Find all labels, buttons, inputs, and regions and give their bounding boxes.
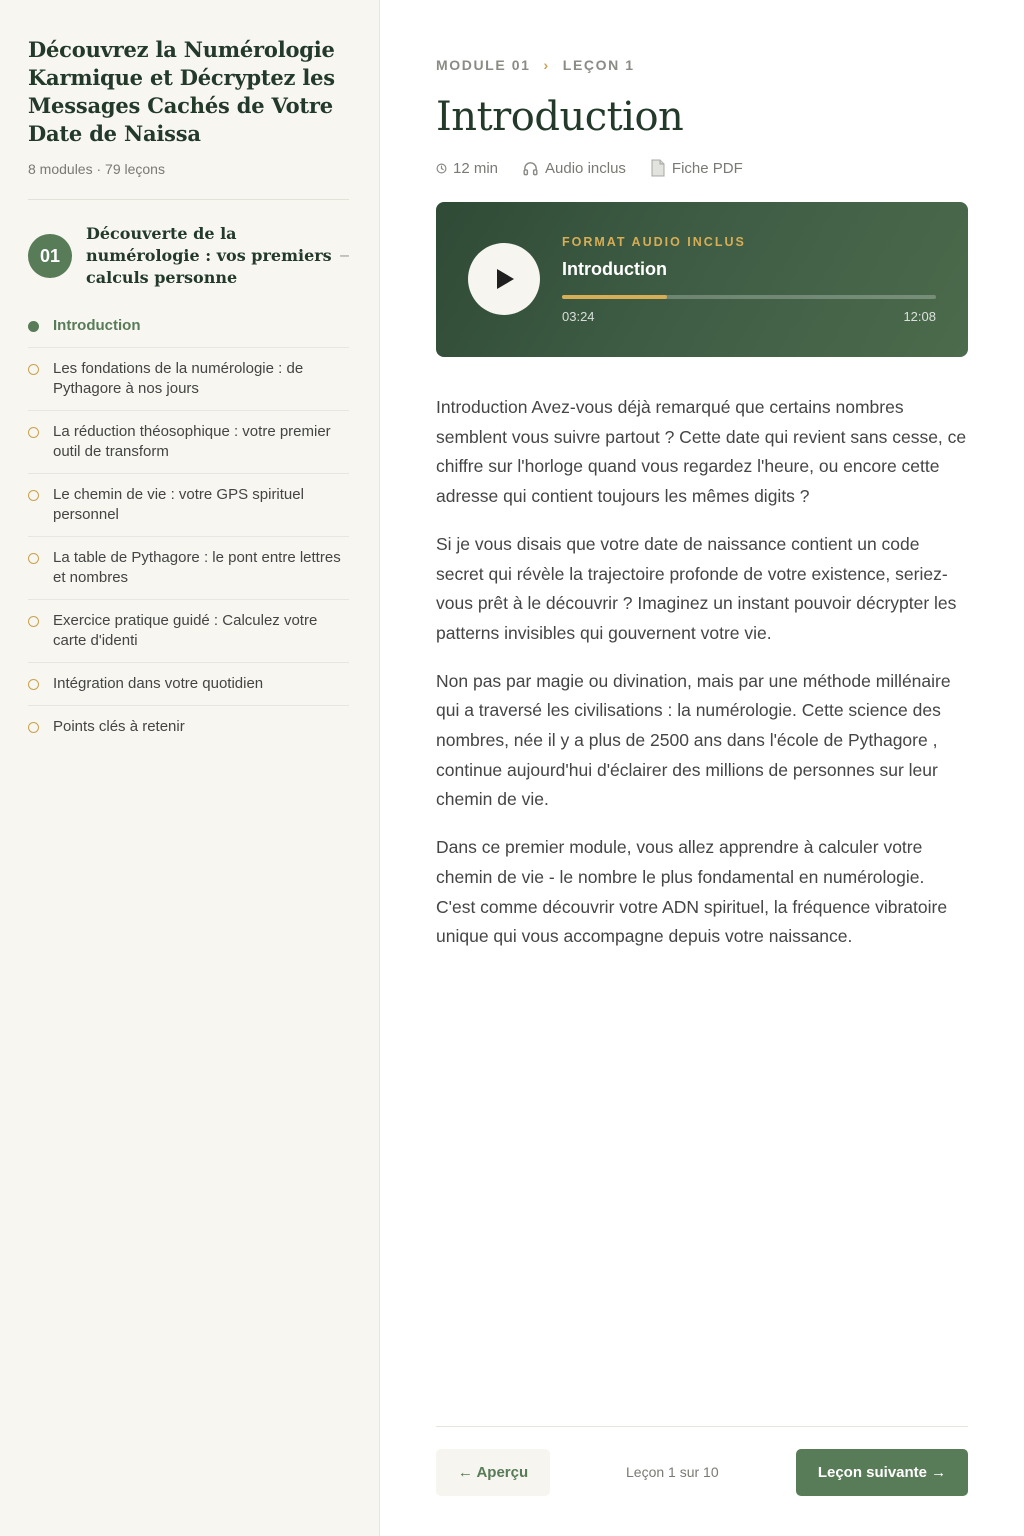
lesson-item-table-pythagore[interactable]	[28, 537, 349, 600]
lesson-item-points-cles[interactable]	[28, 706, 349, 748]
breadcrumb	[436, 57, 968, 73]
sidebar	[0, 0, 380, 1536]
player-title: Introduction	[562, 259, 667, 279]
sidebar-divider	[28, 199, 349, 200]
document-icon	[650, 159, 666, 177]
page-title: Introduction	[436, 94, 684, 140]
lesson-item-introduction[interactable]	[28, 305, 349, 348]
duration-meta	[436, 160, 498, 177]
lesson-item-integration[interactable]	[28, 663, 349, 706]
lesson-label: Le chemin de vie : votre GPS spirituel personnel	[53, 486, 304, 523]
lesson-list	[28, 305, 349, 748]
duration-label: 12 min	[453, 159, 499, 177]
footer-divider	[436, 1426, 968, 1427]
lesson-item-chemin-de-vie[interactable]	[28, 474, 349, 537]
lesson-label: La table de Pythagore : le pont entre lettres et nombres	[53, 549, 341, 586]
progress-fill	[562, 295, 667, 299]
audio-label: Audio inclus	[545, 159, 626, 177]
lesson-label: Les fondations de la numérologie : de Pythagore à nos jours	[53, 360, 304, 397]
clock-icon	[436, 163, 447, 174]
collapse-toggle-icon[interactable]: –	[340, 247, 349, 264]
next-lesson-button[interactable]: Leçon suivante →	[796, 1449, 968, 1496]
play-icon	[492, 266, 516, 292]
current-time: 03:24	[562, 309, 595, 324]
total-time: 12:08	[903, 309, 936, 324]
player-times	[562, 309, 936, 324]
lesson-status-dot-icon	[28, 364, 39, 375]
lesson-item-reduction[interactable]	[28, 411, 349, 474]
lesson-item-exercice[interactable]	[28, 600, 349, 663]
audio-player	[436, 202, 968, 357]
lesson-body	[436, 393, 968, 952]
paragraph: Non pas par magie ou divination, mais par une méthode millénaire qui a traversé les civilisations : la numérologie. Cette science des nombres, née il y a plus de 2500 ans dans l'école de Pythagore , continue aujourd'hui d'éclairer des millions de personnes sur leur chemin de vie.	[436, 670, 951, 810]
player-eyebrow: FORMAT AUDIO INCLUS	[562, 235, 746, 249]
lesson-status-dot-icon	[28, 616, 39, 627]
lesson-status-dot-icon	[28, 427, 39, 438]
lesson-status-dot-icon	[28, 553, 39, 564]
paragraph: Si je vous disais que votre date de naissance contient un code secret qui révèle la trajectoire profonde de votre existence, seriez-vous prêt à le découvrir ? Imaginez un instant pouvoir décrypter les patterns invisibles qui gouvernent votre vie.	[436, 533, 957, 643]
breadcrumb-separator-icon: ›	[543, 57, 550, 73]
headphones-icon	[522, 160, 539, 177]
breadcrumb-lesson: LEÇON 1	[562, 57, 635, 73]
progress-track[interactable]	[562, 295, 936, 299]
lesson-status-dot-icon	[28, 679, 39, 690]
lesson-label: La réduction théosophique : votre premier outil de transform	[53, 423, 331, 460]
previous-button[interactable]: ← Aperçu	[436, 1449, 550, 1496]
player-info	[562, 235, 936, 324]
lesson-status-dot-icon	[28, 321, 39, 332]
lesson-counter: Leçon 1 sur 10	[626, 1464, 719, 1480]
main-content	[436, 0, 968, 1536]
paragraph: Dans ce premier module, vous allez apprendre à calculer votre chemin de vie - le nombre le plus fondamental en numérologie. C'est comme découvrir votre ADN spirituel, la fréquence vibratoire unique qui vous accompagne depuis votre naissance.	[436, 837, 948, 947]
course-title: Découvrez la Numérologie Karmique et Décryptez les Messages Cachés de Votre Date de Naissa	[28, 37, 335, 146]
audio-meta	[522, 160, 626, 177]
lesson-label: Intégration dans votre quotidien	[53, 675, 264, 692]
lesson-status-dot-icon	[28, 490, 39, 501]
module-header[interactable]	[28, 223, 349, 289]
module-title: Découverte de la numérologie : vos premiers calculs personne	[86, 224, 332, 287]
module-number-badge: 01	[28, 234, 72, 278]
lesson-item-fondations[interactable]	[28, 348, 349, 411]
lesson-status-dot-icon	[28, 722, 39, 733]
lesson-label: Exercice pratique guidé : Calculez votre carte d'identi	[53, 612, 318, 649]
breadcrumb-module[interactable]: MODULE 01	[436, 57, 531, 73]
play-button[interactable]	[468, 243, 540, 315]
pdf-meta[interactable]	[650, 159, 743, 177]
course-meta: 8 modules · 79 leçons	[28, 161, 165, 177]
lesson-meta	[436, 159, 968, 177]
paragraph: Introduction Avez-vous déjà remarqué que certains nombres semblent vous suivre partout ? Cette date qui revient sans cesse, ce chiffre sur l'horloge quand vous regardez l'heure, ou encore cette adresse qui contient toujours les mêmes digits ?	[436, 397, 967, 507]
lesson-label: Points clés à retenir	[53, 718, 185, 735]
lesson-label: Introduction	[53, 317, 141, 334]
pdf-label: Fiche PDF	[671, 159, 743, 177]
